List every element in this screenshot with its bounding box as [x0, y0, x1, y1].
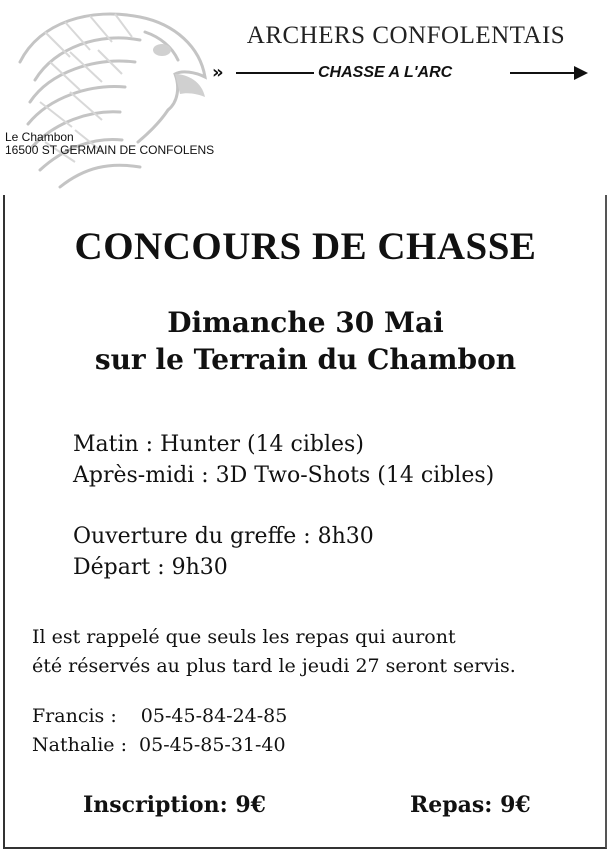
contact-name: Nathalie :	[32, 734, 127, 756]
address-line-1: Le Chambon	[5, 130, 74, 144]
event-location: sur le Terrain du Chambon	[94, 343, 517, 376]
contact-name: Francis :	[32, 705, 117, 727]
event-date-location	[0, 304, 611, 378]
program-morning: Matin : Hunter (14 cibles)	[73, 432, 364, 457]
arrow-line-right	[510, 72, 576, 74]
schedule-registration: Ouverture du greffe : 8h30	[73, 524, 374, 549]
arrow-right-icon	[574, 66, 588, 80]
subtitle: CHASSE A L'ARC	[318, 64, 453, 81]
program	[73, 429, 494, 491]
program-afternoon: Après-midi : 3D Two-Shots (14 cibles)	[73, 463, 495, 488]
contacts	[32, 702, 287, 760]
fee-inscription: Inscription: 9€	[83, 792, 266, 818]
event-title: CONCOURS DE CHASSE	[74, 225, 537, 268]
club-name: ARCHERS CONFOLENTAIS	[246, 22, 566, 49]
schedule-start: Départ : 9h30	[73, 555, 228, 580]
schedule	[73, 521, 374, 583]
address-line-2: 16500 ST GERMAIN DE CONFOLENS	[5, 143, 215, 157]
event-date: Dimanche 30 Mai	[167, 306, 444, 339]
club-address	[5, 131, 214, 157]
notice-line-1: Il est rappelé que seuls les repas qui auront	[32, 626, 456, 648]
subtitle-banner	[212, 62, 592, 84]
contact-row	[32, 731, 287, 760]
contact-phone: 05-45-84-24-85	[140, 705, 288, 727]
double-chevron-icon: »	[212, 62, 224, 83]
fee-repas: Repas: 9€	[410, 792, 531, 818]
meal-notice	[32, 623, 516, 681]
contact-row	[32, 702, 287, 731]
eagle-head-icon	[10, 2, 210, 192]
notice-line-2: été réservés au plus tard le jeudi 27 seront servis.	[32, 655, 516, 677]
contact-phone: 05-45-85-31-40	[139, 734, 286, 756]
arrow-line-left	[236, 72, 314, 74]
